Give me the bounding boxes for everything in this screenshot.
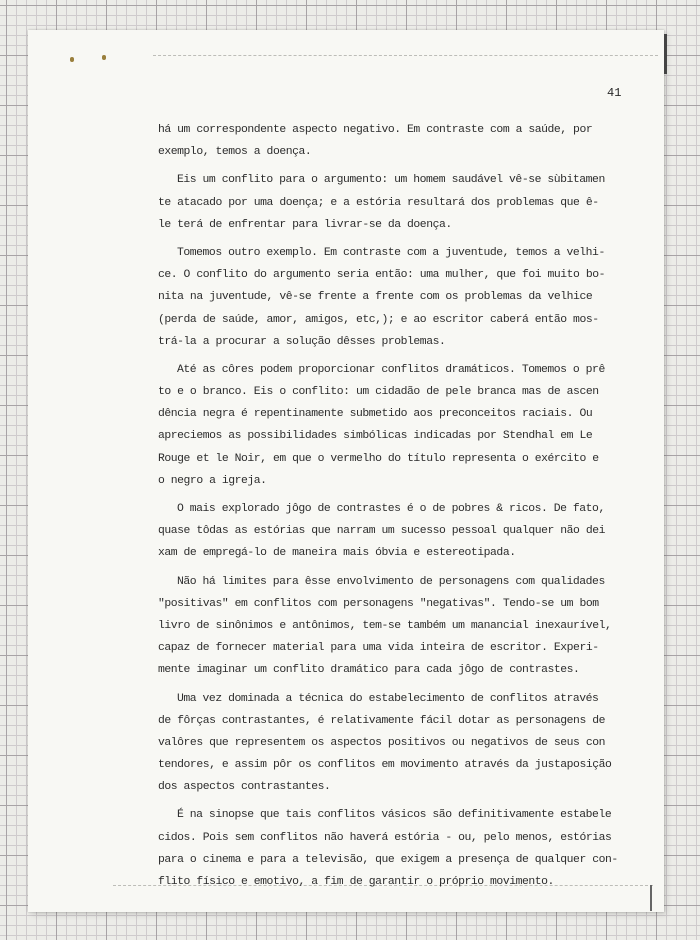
text-line: É na sinopse que tais conflitos vásicos são definitivamente estabele: [177, 809, 612, 822]
text-line: "positivas" em conflitos com personagens "negativas". Tendo-se um bom: [158, 597, 599, 610]
text-line: te atacado por uma doença; e a estória resultará dos problemas que ê-: [158, 196, 599, 209]
text-line: ce. O conflito do argumento seria então: uma mulher, que foi muito bo-: [158, 269, 605, 282]
text-line: le terá de enfrentar para livrar-se da doença.: [158, 218, 452, 231]
text-line: o negro a igreja.: [158, 474, 267, 487]
text-line: (perda de saúde, amor, amigos, etc,); e ao escritor caberá então mos-: [158, 313, 599, 326]
text-line: quase tôdas as estórias que narram um sucesso pessoal qualquer não dei: [158, 525, 605, 538]
text-line: Até as côres podem proporcionar conflitos dramáticos. Tomemos o prê: [177, 363, 605, 376]
page-edge-mark: [664, 34, 667, 74]
text-line: flito físico e emotivo, a fim de garantir o próprio movimento.: [158, 876, 554, 888]
text-line: dência negra é repentinamente submetido aos preconceitos raciais. Ou: [158, 408, 593, 421]
page-number: 41: [607, 86, 622, 100]
text-line: cidos. Pois sem conflitos não haverá estória - ou, pelo menos, estórias: [158, 831, 612, 844]
text-line: para o cinema e para a televisão, que exigem a presença de qualquer con-: [158, 853, 618, 866]
text-line: Uma vez dominada a técnica do estabelecimento de conflitos através: [177, 692, 599, 705]
rust-spot: [102, 55, 106, 60]
page-edge-mark: [650, 885, 652, 911]
text-line: Não há limites para êsse envolvimento de personagens com qualidades: [177, 575, 605, 588]
text-line: Tomemos outro exemplo. Em contraste com a juventude, temos a velhi-: [177, 246, 605, 259]
text-line: Eis um conflito para o argumento: um homem saudável vê-se sùbitamen: [177, 174, 605, 187]
text-line: xam de empregá-lo de maneira mais óbvia e estereotipada.: [158, 547, 516, 560]
text-line: O mais explorado jôgo de contrastes é o de pobres & ricos. De fato,: [177, 503, 605, 515]
text-line: tendores, e assim pôr os conflitos em movimento através da justaposição: [158, 759, 612, 772]
rust-spot: [70, 57, 74, 62]
text-line: livro de sinônimos e antônimos, tem-se também um manancial inexaurível,: [158, 619, 612, 632]
text-line: to e o branco. Eis o conflito: um cidadão de pele branca mas de ascen: [158, 386, 599, 399]
text-line: há um correspondente aspecto negativo. Em contraste com a saúde, por: [158, 124, 593, 136]
typewritten-page: [28, 30, 664, 912]
text-line: de fôrças contrastantes, é relativamente fácil dotar as personagens de: [158, 714, 605, 727]
text-line: apreciemos as possibilidades simbólicas indicadas por Stendhal em Le: [158, 430, 593, 443]
text-line: exemplo, temos a doença.: [158, 146, 312, 159]
text-line: dos aspectos contrastantes.: [158, 781, 331, 794]
text-line: valôres que representem os aspectos positivos ou negativos de seus con: [158, 736, 605, 749]
text-line: trá-la a procurar a solução dêsses problemas.: [158, 335, 446, 348]
text-line: capaz de fornecer material para uma vida inteira de escritor. Experi-: [158, 642, 599, 655]
body-text: [158, 119, 628, 893]
text-line: nita na juventude, vê-se frente a frente com os problemas da velhice: [158, 291, 593, 304]
fold-line: [153, 55, 658, 56]
text-line: Rouge et le Noir, em que o vermelho do título representa o exército e: [158, 452, 599, 465]
text-line: mente imaginar um conflito dramático para cada jôgo de contrastes.: [158, 664, 580, 677]
